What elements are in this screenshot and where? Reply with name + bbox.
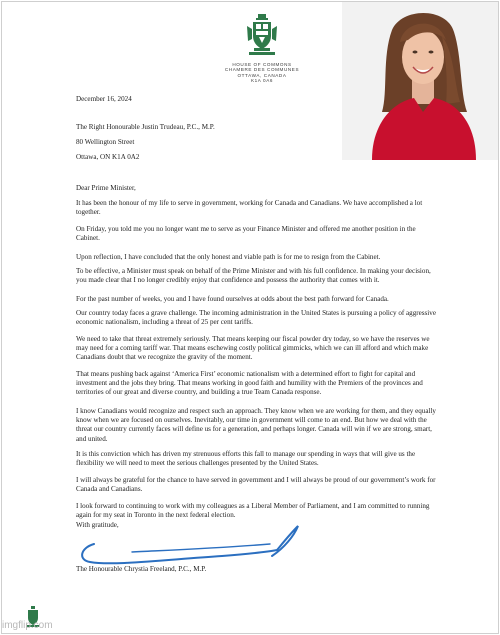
imgflip-watermark: imgflip.com: [2, 620, 53, 631]
author-photo: [342, 2, 499, 160]
recipient-name: The Right Honourable Justin Trudeau, P.C., M.P.: [76, 123, 215, 131]
paragraph-3: Upon reflection, I have concluded that the only honest and viable path is for me to resign from the Cabinet.: [76, 253, 381, 261]
paragraph-1: It has been the honour of my life to serve in government, working for Canada and Canadians. We have accomplished a lot together.: [76, 199, 423, 217]
paragraph-8: That means pushing back against ‘America First’ economic nationalism with a determined effort to fight for capital and investment and the jobs they bring. That means working in good faith and humility with the Premiers of the provinces and territories of our great and diverse country, and building a true Team Canada response.: [76, 370, 423, 397]
letterhead-line-4: K1A 0A6: [250, 78, 274, 84]
paragraph-10: It is this conviction which has driven my strenuous efforts this fall to manage our spending in ways that will give us the flexibility we will need to meet the serious challenges presented by the United States.: [76, 450, 416, 468]
letterhead-line-3: OTTAWA, CANADA: [237, 72, 287, 78]
letter-page: [1, 1, 499, 634]
paragraph-5: For the past number of weeks, you and I have found ourselves at odds about the best path forward for Canada.: [76, 295, 389, 303]
paragraph-4: To be effective, a Minister must speak on behalf of the Prime Minister and with his full confidence. In making your decision, you made clear that I no longer credibly enjoy that confidence and possess the authority that comes with it.: [76, 267, 431, 285]
letter-date: December 16, 2024: [76, 95, 132, 103]
paragraph-11: I will always be grateful for the chance to have served in government and I will always be proud of our government’s work for Canada and Canadians.: [76, 476, 436, 494]
letterhead-line-2: CHAMBRE DES COMMUNES: [224, 67, 300, 73]
recipient-city: Ottawa, ON K1A 0A2: [76, 153, 140, 161]
paragraph-9: I know Canadians would recognize and respect such an approach. They know when we are working for them, and they equally know when we are focused on ourselves. Inevitably, our time in government will come to an end. But how we deal with the threat our country currently faces will define us for a generation, and perhaps longer. Canada will win if we are strong, smart, and united.: [76, 407, 436, 443]
letterhead-line-1: HOUSE OF COMMONS: [232, 62, 292, 67]
paragraph-7: We need to take that threat extremely seriously. That means keeping our fiscal powder dry today, so we have the reserves we may need for a coming tariff war. That means eschewing costly political gimmicks, which we can ill afford and which make Canadians doubt that we recognize the gravity of the moment.: [76, 335, 430, 362]
paragraph-12: I look forward to continuing to work with my colleagues as a Liberal Member of Parliament, and I am committed to running again for my seat in Toronto in the next federal election.: [76, 502, 430, 520]
salutation: Dear Prime Minister,: [76, 184, 136, 192]
letterhead: [214, 12, 310, 84]
paragraph-6: Our country today faces a grave challenge. The incoming administration in the United States is pursuing a policy of aggressive economic nationalism, including a threat of 25 per cent tariffs.: [76, 309, 436, 327]
signatory-name: The Honourable Chrystia Freeland, P.C., M.P.: [76, 565, 207, 573]
closing: With gratitude,: [76, 521, 119, 529]
paragraph-2: On Friday, you told me you no longer want me to serve as your Finance Minister and offered me another position in the Cabinet.: [76, 225, 416, 243]
recipient-street: 80 Wellington Street: [76, 138, 135, 146]
house-of-commons-crest-icon: [244, 12, 280, 60]
